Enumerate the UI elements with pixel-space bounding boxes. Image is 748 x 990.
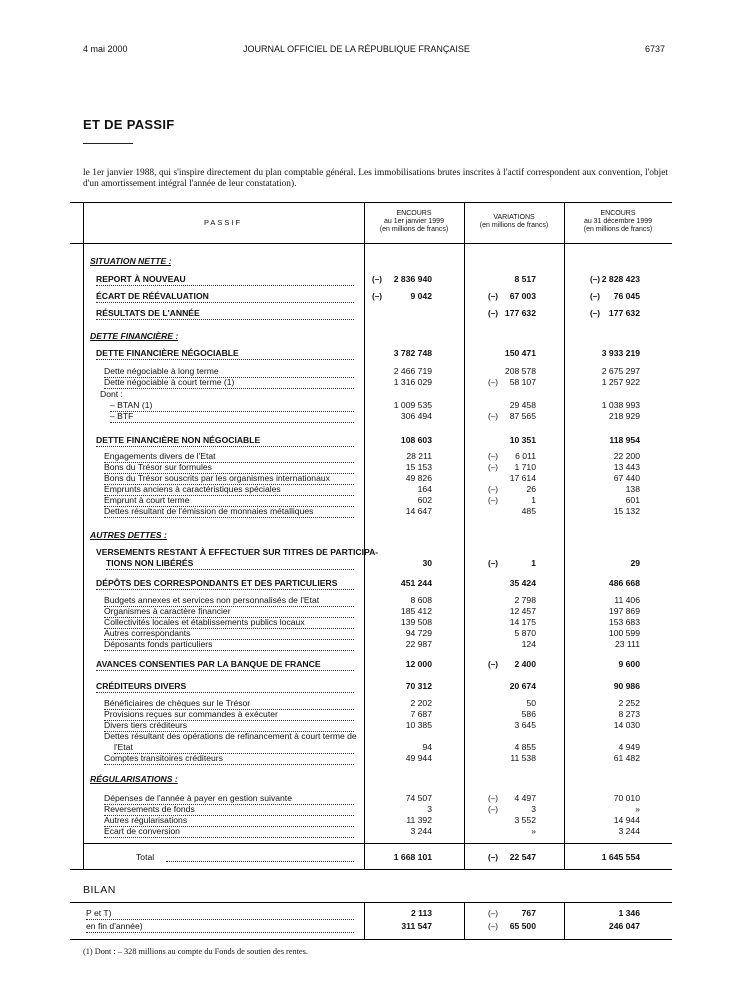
bilan-row [70,921,672,932]
row-label: – BTF [110,411,354,423]
col-head-variations [464,214,564,230]
table-row [70,473,672,484]
value-cell: 3 933 219 [601,348,640,358]
header-page: 6737 [645,44,666,54]
row-label: l'Etat [114,742,354,754]
value-cell: 13 443 [613,462,640,472]
value-cell: » [531,826,536,836]
row-label: Divers tiers créditeurs [104,720,354,732]
value-cell: 3 645 [514,720,536,730]
value-cell: 20 674 [509,681,536,691]
value-cell: 70 312 [405,681,432,691]
value-cell: 2 675 297 [601,366,640,376]
value-sign: (–) [372,275,383,284]
table-row [70,793,672,804]
table-row [70,308,672,319]
row-label: Dette négociable à court terme (1) [104,377,354,389]
table-row [70,462,672,473]
value-cell: 5 870 [514,628,536,638]
value-cell: 3 [427,804,432,814]
value-cell: 15 132 [613,506,640,516]
table-row [70,256,672,267]
row-label: Dettes résultant des opérations de refinancement à court terme de [104,731,357,741]
value-cell: 29 458 [509,400,536,410]
value-sign: (–) [488,292,499,301]
value-cell: 767 [521,908,536,918]
row-label: TIONS NON LIBÉRÉS [106,558,354,570]
table-row [70,451,672,462]
value-cell: 22 547 [509,852,536,862]
col-head-line: (en millions de francs) [479,222,549,229]
value-cell: 485 [521,506,536,516]
table-row [70,495,672,506]
row-label: Ecart de conversion [104,826,354,838]
value-cell: 50 [526,698,536,708]
section-title: ET DE PASSIF [83,117,175,132]
value-cell: 6 011 [515,451,536,461]
table-row [70,366,672,377]
value-cell: 139 508 [400,617,432,627]
value-sign: (–) [590,275,601,284]
table-row [70,659,672,670]
value-cell: 3 244 [410,826,432,836]
value-cell: 94 [422,742,432,752]
row-label: Dont : [100,389,123,399]
table-row [70,815,672,826]
value-sign: (–) [488,909,499,918]
col-head-line: (en millions de francs) [379,226,449,233]
value-cell: 1 668 101 [393,852,432,862]
header-date: 4 mai 2000 [83,44,128,54]
value-cell: 76 045 [613,291,640,301]
col-head-encours-end [564,210,672,234]
value-cell: 3 [531,804,536,814]
value-cell: 9 042 [410,291,432,301]
value-cell: 2 202 [410,698,432,708]
table-row [70,753,672,764]
value-cell: 1 346 [618,908,640,918]
value-sign: (–) [488,309,499,318]
value-sign: (–) [488,805,499,814]
value-cell: 61 482 [613,753,640,763]
value-cell: 17 614 [509,473,536,483]
col-head-line: VARIATIONS [493,214,535,221]
value-cell: 35 424 [509,578,536,588]
value-cell: 8 608 [410,595,432,605]
table-row [70,411,672,422]
value-cell: 22 200 [613,451,640,461]
bilan-row [70,908,672,919]
value-cell: 4 855 [514,742,536,752]
value-sign: (–) [590,309,601,318]
value-cell: 3 552 [514,815,536,825]
col-head-encours-start [364,210,464,234]
value-cell: 15 153 [405,462,432,472]
row-label: Reversements de fonds [104,804,354,816]
value-cell: 2 252 [618,698,640,708]
value-sign: (–) [488,485,499,494]
row-label: RÉGULARISATIONS : [90,774,178,784]
col-head-line: au 31 décembre 1999 [583,218,653,225]
value-cell: 586 [521,709,536,719]
value-sign: (–) [488,794,499,803]
value-cell: 2 798 [514,595,536,605]
row-label: Autres régularisations [104,815,354,827]
table-row [70,628,672,639]
row-label: VERSEMENTS RESTANT À EFFECTUER SUR TITRES DE PARTICIPA- [96,547,379,557]
value-cell: 67 440 [613,473,640,483]
value-cell: 100 599 [608,628,640,638]
bilan-title: BILAN [83,884,116,896]
value-cell: 3 244 [618,826,640,836]
row-label: DETTE FINANCIÈRE NÉGOCIABLE [96,348,354,360]
value-cell: 208 578 [504,366,536,376]
value-cell: 311 547 [401,921,432,931]
table-row [70,804,672,815]
value-cell: 1 645 554 [601,852,640,862]
value-cell: 486 668 [608,578,640,588]
row-label: Autres correspondants [104,628,354,640]
row-label: en fin d'année) [86,921,354,933]
value-cell: 3 782 748 [393,348,432,358]
row-label: AVANCES CONSENTIES PAR LA BANQUE DE FRANCE [96,659,354,671]
row-label: Dettes résultant de l'émission de monnaies métalliques [104,506,354,518]
value-sign: (–) [488,853,499,862]
intro-paragraph: le 1er janvier 1988, qui s'inspire directement du plan comptable général. Les immobilisations brutes inscrites à l'actif correspondent aux convention, l'objet d'un amortissement intégral l'année de leur constatation). [83,168,668,189]
value-cell: 177 632 [504,308,536,318]
value-cell: 108 603 [400,435,432,445]
row-label: Provisions reçues sur commandes à exécuter [104,709,354,721]
value-cell: 90 986 [613,681,640,691]
value-cell: 1 257 922 [601,377,640,387]
value-sign: (–) [488,559,499,568]
value-cell: 65 500 [509,921,536,931]
table-row [70,558,672,569]
table-row [70,506,672,517]
row-label: Emprunt à court terme [104,495,354,507]
value-cell: 7 687 [410,709,432,719]
row-label: Bons du Trésor sur formules [104,462,354,474]
value-cell: 2 113 [410,908,432,918]
value-cell: 197 869 [608,606,640,616]
table-row [70,595,672,606]
value-cell: 306 494 [400,411,432,421]
value-cell: 12 457 [509,606,536,616]
table-row [70,709,672,720]
row-label: Bons du Trésor souscrits par les organismes internationaux [104,473,354,485]
value-cell: 67 003 [509,291,536,301]
row-label: Emprunts anciens à caractéristiques spéciales [104,484,354,496]
value-cell: 28 211 [406,451,432,461]
section-rule [83,143,133,144]
value-sign: (–) [488,496,499,505]
value-cell: 1 [531,495,536,505]
table-row [70,348,672,359]
value-cell: 4 949 [618,742,640,752]
value-sign: (–) [488,463,499,472]
value-sign: (–) [488,922,499,931]
value-cell: 218 929 [608,411,640,421]
value-cell: 153 683 [608,617,640,627]
value-cell: 2 400 [514,659,536,669]
value-cell: 74 507 [405,793,432,803]
row-label: DETTE FINANCIÈRE NON NÉGOCIABLE [96,435,354,447]
row-label: Bénéficiaires de chèques sur le Trésor [104,698,354,710]
passif-table [70,202,672,870]
col-head-line: ENCOURS [600,210,636,217]
value-cell: 14 944 [613,815,640,825]
row-label: SITUATION NETTE : [90,256,172,266]
value-cell: 87 565 [509,411,536,421]
row-label: DETTE FINANCIÈRE : [90,331,179,341]
value-cell: 150 471 [504,348,536,358]
row-label: Organismes à caractère financier [104,606,354,618]
value-cell: 23 111 [614,639,640,649]
value-cell: 1 710 [514,462,536,472]
total-rule [83,843,672,844]
value-cell: 8 517 [514,274,536,284]
value-cell: 1 009 535 [393,400,432,410]
value-cell: » [635,804,640,814]
table-row [70,331,672,342]
value-cell: 177 632 [608,308,640,318]
bilan-table [70,902,672,940]
table-row [70,547,672,558]
table-row [70,606,672,617]
value-cell: 124 [521,639,536,649]
value-cell: 22 987 [405,639,432,649]
table-row [70,731,672,742]
table-row [70,274,672,285]
value-sign: (–) [488,378,499,387]
value-cell: 2 466 719 [393,366,432,376]
table-row [70,377,672,388]
col-head-passif: PASSIF [203,218,243,227]
row-label: Déposants fonds particuliers [104,639,354,651]
value-sign: (–) [488,660,499,669]
row-label: Budgets annexes et services non personnalisés de l'Etat [104,595,354,607]
value-sign: (–) [590,292,601,301]
table-row [70,639,672,650]
row-label: Engagements divers de l'Etat [104,451,354,463]
col-head-line: ENCOURS [396,210,432,217]
value-cell: 1 316 029 [393,377,432,387]
value-cell: 49 944 [405,753,432,763]
row-leader [166,852,354,862]
row-label: – BTAN (1) [110,400,354,412]
table-row [70,291,672,302]
value-cell: 58 107 [509,377,536,387]
table-row [70,400,672,411]
value-cell: 14 175 [509,617,536,627]
value-cell: 10 351 [509,435,536,445]
value-cell: 30 [422,558,432,568]
row-label: Dépenses de l'année à payer en gestion suivante [104,793,354,805]
col-head-line: au 1er janvier 1999 [384,218,444,225]
table-row [70,774,672,785]
table-row [70,826,672,837]
row-label: Collectivités locales et établissements publics locaux [104,617,354,629]
row-label: Comptes transitoires créditeurs [104,753,354,765]
row-label: P et T) [86,908,354,920]
value-cell: 2 828 423 [601,274,640,284]
value-sign: (–) [372,292,383,301]
value-sign: (–) [488,412,499,421]
table-row [70,852,672,863]
value-cell: 9 600 [618,659,640,669]
row-label: Total [136,852,155,862]
value-cell: 11 406 [614,595,640,605]
row-label: AUTRES DETTES : [90,530,167,540]
col-head-line: (en millions de francs) [583,226,653,233]
value-cell: 94 729 [405,628,432,638]
value-cell: 26 [526,484,536,494]
value-cell: 602 [417,495,432,505]
value-cell: 2 836 940 [393,274,432,284]
page-header [0,44,748,58]
row-label: RÉSULTATS DE L'ANNÉE [96,308,354,320]
value-cell: 138 [625,484,640,494]
table-row [70,435,672,446]
row-label: REPORT À NOUVEAU [96,274,354,286]
value-cell: 12 000 [405,659,432,669]
value-cell: 29 [630,558,640,568]
value-cell: 14 647 [405,506,432,516]
table-row [70,617,672,628]
table-row [70,681,672,692]
table-row [70,698,672,709]
table-row [70,530,672,541]
value-cell: 1 [531,558,536,568]
table-row [70,389,672,400]
value-cell: 49 826 [405,473,432,483]
value-cell: 4 497 [514,793,536,803]
header-journal: JOURNAL OFFICIEL DE LA RÉPUBLIQUE FRANÇAISE [243,44,470,54]
value-cell: 601 [625,495,640,505]
value-cell: 185 412 [400,606,432,616]
table-row [70,720,672,731]
value-cell: 1 038 993 [601,400,640,410]
table-row [70,742,672,753]
value-sign: (–) [488,452,499,461]
row-label: CRÉDITEURS DIVERS [96,681,354,693]
row-label: Dette négociable à long terme [104,366,354,378]
footnote: (1) Dont : – 328 millions au compte du Fonds de soutien des rentes. [83,947,308,956]
header-rule [70,243,672,244]
table-row [70,578,672,589]
value-cell: 8 273 [618,709,640,719]
value-cell: 14 030 [613,720,640,730]
value-cell: 118 954 [609,435,640,445]
value-cell: 164 [417,484,432,494]
value-cell: 451 244 [400,578,432,588]
value-cell: 10 385 [405,720,432,730]
value-cell: 70 010 [613,793,640,803]
value-cell: 11 538 [510,753,536,763]
table-row [70,484,672,495]
row-label: ÉCART DE RÉÉVALUATION [96,291,354,303]
value-cell: 246 047 [608,921,640,931]
row-label: DÉPÔTS DES CORRESPONDANTS ET DES PARTICULIERS [96,578,354,590]
value-cell: 11 392 [406,815,432,825]
